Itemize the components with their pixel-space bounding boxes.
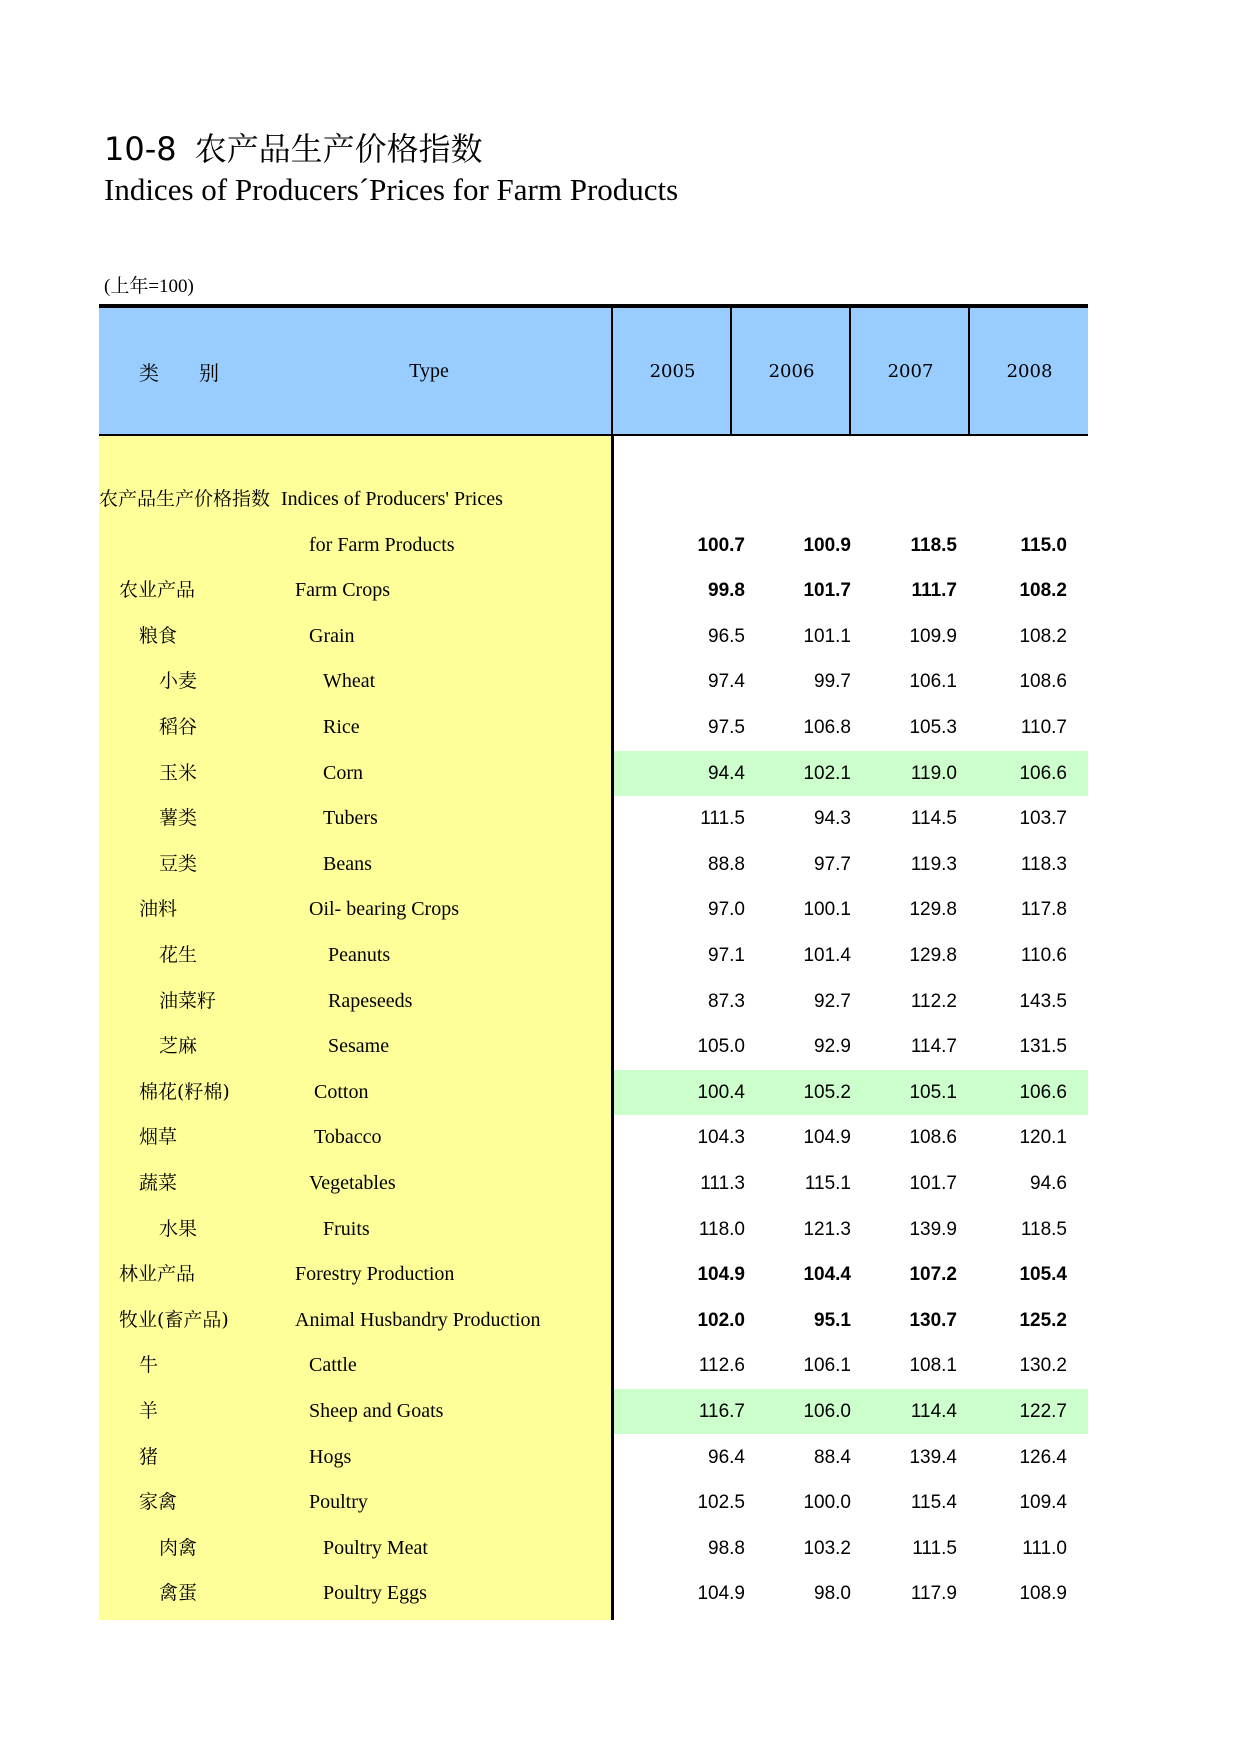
cell-value-2007: 106.1 (909, 671, 957, 693)
row-label-en: Beans (323, 852, 372, 875)
table-row (99, 1526, 1088, 1571)
row-label-en: Vegetables (309, 1172, 396, 1194)
cell-value-2007: 105.3 (909, 717, 957, 738)
cell-value-2005: 97.1 (708, 945, 745, 966)
table-header (99, 308, 1088, 436)
cell-value-2006: 104.4 (803, 1264, 851, 1286)
header-category-cn: 类 别 (139, 362, 219, 385)
row-label-en: Oil- bearing Crops (309, 898, 459, 921)
row-label-en: Animal Husbandry Production (295, 1308, 541, 1331)
cell-value-2008: 115.0 (1020, 534, 1067, 556)
cell-value-2006: 98.0 (814, 1583, 851, 1605)
row-label-cn: 林业产品 (119, 1263, 196, 1286)
table-row (99, 1161, 1088, 1206)
row-label-en: for Farm Products (309, 533, 455, 556)
cell-value-2007: 111.5 (912, 1537, 957, 1559)
row-label-en: Peanuts (328, 944, 391, 966)
cell-value-2006: 101.1 (803, 625, 851, 647)
table-row (99, 1207, 1088, 1252)
row-label-en: Wheat (323, 670, 376, 693)
cell-value-2005: 104.9 (697, 1264, 745, 1286)
label-value-divider (611, 436, 614, 1620)
table-row (99, 1389, 1088, 1434)
cell-value-2008 (967, 477, 1067, 522)
cell-value-2008: 118.3 (1020, 853, 1067, 875)
cell-value-2007: 119.0 (910, 762, 957, 784)
table-row (99, 659, 1088, 704)
cell-value-2007: 130.7 (909, 1309, 957, 1331)
row-label-en: Corn (323, 761, 363, 784)
cell-value-2005: 88.8 (708, 853, 745, 875)
cell-value-2005: 97.0 (708, 899, 745, 921)
cell-value-2008: 110.7 (1020, 717, 1067, 738)
row-label-cn: 牧业(畜产品) (119, 1308, 229, 1331)
table-row (99, 1571, 1088, 1616)
cell-value-2006: 100.0 (803, 1492, 851, 1514)
header-year-2007: 2007 (887, 360, 934, 382)
cell-value-2006: 121.3 (803, 1218, 851, 1240)
cell-value-2008: 108.9 (1019, 1583, 1067, 1605)
cell-value-2008: 108.6 (1019, 671, 1067, 693)
row-label-cn: 猪 (139, 1445, 159, 1468)
table-row (99, 705, 1088, 750)
table-row (99, 933, 1088, 978)
row-label-cn: 家禽 (139, 1491, 178, 1514)
cell-value-2005: 102.5 (697, 1492, 745, 1514)
cell-value-2008: 106.6 (1019, 1081, 1067, 1103)
cell-value-2006: 100.9 (803, 534, 851, 556)
cell-value-2007: 101.7 (909, 1173, 957, 1194)
header-year-2008: 2008 (1006, 360, 1053, 382)
cell-value-2005: 111.3 (700, 1173, 745, 1194)
cell-value-2007: 119.3 (910, 853, 957, 875)
row-label-en: Fruits (323, 1217, 370, 1240)
header-divider (611, 308, 613, 434)
cell-value-2006: 104.9 (803, 1127, 851, 1149)
cell-value-2007: 114.7 (910, 1036, 957, 1058)
cell-value-2005: 100.7 (697, 534, 745, 556)
cell-value-2006: 99.7 (814, 671, 851, 693)
row-label-en: Sheep and Goats (309, 1400, 444, 1422)
cell-value-2006: 103.2 (803, 1537, 851, 1559)
row-label-en: Cattle (309, 1354, 357, 1377)
cell-value-2008: 94.6 (1030, 1173, 1067, 1194)
cell-value-2007: 114.4 (910, 1401, 957, 1422)
table-row (99, 887, 1088, 932)
row-label-cn: 薯类 (159, 807, 198, 830)
cell-value-2008: 105.4 (1019, 1264, 1067, 1286)
row-label-en: Indices of Producers' Prices (281, 488, 503, 510)
cell-value-2008: 125.2 (1019, 1309, 1067, 1331)
cell-value-2005: 96.5 (708, 625, 745, 647)
row-label-en: Poultry Meat (323, 1536, 428, 1559)
cell-value-2006: 95.1 (814, 1309, 851, 1331)
header-year-2006: 2006 (768, 360, 815, 382)
header-divider (968, 308, 970, 434)
table-row (99, 1024, 1088, 1069)
header-type: Type (409, 359, 449, 382)
cell-value-2006 (751, 477, 851, 522)
cell-value-2006: 106.0 (803, 1401, 851, 1422)
cell-value-2005: 97.4 (708, 671, 745, 693)
cell-value-2007: 108.1 (909, 1355, 957, 1377)
cell-value-2005: 96.4 (708, 1446, 745, 1468)
cell-value-2006: 92.9 (814, 1036, 851, 1058)
row-label-cn: 水果 (159, 1217, 198, 1240)
cell-value-2005: 112.6 (698, 1355, 745, 1377)
table-row (99, 1252, 1088, 1297)
cell-value-2007: 117.9 (910, 1583, 957, 1605)
row-label-cn: 稻谷 (159, 716, 198, 738)
cell-value-2006: 105.2 (803, 1081, 851, 1103)
cell-value-2007: 107.2 (909, 1264, 957, 1286)
table-row (99, 1435, 1088, 1480)
cell-value-2007: 108.6 (909, 1127, 957, 1149)
cell-value-2005: 104.3 (697, 1127, 745, 1149)
cell-value-2005: 87.3 (708, 990, 745, 1012)
cell-value-2008: 143.5 (1019, 990, 1067, 1012)
row-label-en: Hogs (309, 1445, 352, 1468)
cell-value-2007 (857, 477, 957, 522)
cell-value-2008: 110.6 (1020, 945, 1067, 966)
cell-value-2005: 100.4 (697, 1081, 745, 1103)
cell-value-2006: 106.8 (803, 717, 851, 738)
row-label-en: Sesame (328, 1035, 390, 1058)
cell-value-2005: 94.4 (708, 762, 745, 784)
cell-value-2006: 101.7 (803, 580, 851, 602)
cell-value-2007: 139.9 (909, 1218, 957, 1240)
title-chinese: 农产品生产价格指数 (194, 130, 483, 168)
row-label-cn: 小麦 (159, 670, 198, 693)
row-label-en: Rice (323, 716, 360, 738)
row-label-en: Tobacco (314, 1126, 382, 1149)
cell-value-2005: 105.0 (697, 1036, 745, 1058)
cell-value-2006: 100.1 (803, 899, 851, 921)
table-row (99, 568, 1088, 613)
cell-value-2008: 103.7 (1019, 808, 1067, 830)
cell-value-2008: 108.2 (1019, 580, 1067, 602)
cell-value-2006: 97.7 (814, 853, 851, 875)
row-label-en: Poultry Eggs (323, 1582, 427, 1605)
table-row (99, 979, 1088, 1024)
cell-value-2006: 88.4 (814, 1446, 851, 1468)
cell-value-2008: 126.4 (1019, 1446, 1067, 1468)
cell-value-2007: 109.9 (909, 625, 957, 647)
cell-value-2005: 118.0 (698, 1218, 745, 1240)
row-label-en: Grain (309, 624, 355, 647)
cell-value-2005: 97.5 (708, 717, 745, 738)
unit-note: (上年=100) (104, 276, 194, 297)
cell-value-2005: 116.7 (698, 1401, 745, 1422)
page-title-en: Indices of Producers´Prices for Farm Products (104, 172, 679, 207)
page-title-cn (104, 124, 483, 170)
table-row (99, 1298, 1088, 1343)
header-year-2005: 2005 (649, 360, 696, 382)
table-row (99, 477, 1088, 522)
row-label-en: Rapeseeds (328, 989, 413, 1012)
table-number: 10-8 (104, 130, 177, 168)
cell-value-2007: 118.5 (910, 534, 957, 556)
cell-value-2008: 106.6 (1019, 762, 1067, 784)
cell-value-2008: 111.0 (1022, 1537, 1067, 1559)
cell-value-2005: 111.5 (700, 808, 745, 830)
table-row (99, 751, 1088, 796)
row-label-en: Tubers (323, 807, 378, 830)
cell-value-2008: 118.5 (1020, 1218, 1067, 1240)
cell-value-2007: 139.4 (909, 1446, 957, 1468)
row-label-cn: 烟草 (139, 1126, 178, 1149)
row-label-cn: 农产品生产价格指数 (99, 488, 271, 510)
cell-value-2007: 111.7 (911, 580, 957, 602)
row-label-en: Poultry (309, 1491, 368, 1514)
row-label-cn: 棉花(籽棉) (139, 1080, 230, 1103)
row-label-cn: 芝麻 (159, 1035, 198, 1058)
row-label-en: Cotton (314, 1080, 369, 1103)
cell-value-2008: 117.8 (1020, 899, 1067, 921)
cell-value-2006: 94.3 (814, 808, 851, 830)
cell-value-2008: 130.2 (1019, 1355, 1067, 1377)
table-row (99, 1115, 1088, 1160)
table-row (99, 1343, 1088, 1388)
table-row (99, 1070, 1088, 1115)
row-label-cn: 禽蛋 (159, 1582, 198, 1605)
cell-value-2007: 129.8 (909, 899, 957, 921)
cell-value-2006: 101.4 (803, 945, 851, 966)
row-label-cn: 油菜籽 (159, 989, 217, 1012)
row-label-cn: 羊 (139, 1400, 159, 1422)
cell-value-2008: 120.1 (1019, 1127, 1067, 1149)
cell-value-2005: 102.0 (697, 1309, 745, 1331)
row-label-cn: 肉禽 (159, 1536, 198, 1559)
cell-value-2008: 108.2 (1019, 625, 1067, 647)
cell-value-2005: 98.8 (708, 1537, 745, 1559)
cell-value-2008: 131.5 (1019, 1036, 1067, 1058)
cell-value-2007: 105.1 (909, 1081, 957, 1103)
cell-value-2006: 92.7 (814, 990, 851, 1012)
table-row (99, 796, 1088, 841)
row-label-cn: 粮食 (139, 624, 178, 647)
cell-value-2007: 115.4 (910, 1492, 957, 1514)
cell-value-2007: 114.5 (910, 808, 957, 830)
row-label-cn: 油料 (139, 898, 178, 921)
cell-value-2007: 129.8 (909, 945, 957, 966)
row-label-cn: 玉米 (159, 761, 198, 784)
cell-value-2008: 109.4 (1019, 1492, 1067, 1514)
table-row (99, 842, 1088, 887)
cell-value-2005: 99.8 (708, 580, 745, 602)
row-label-cn: 牛 (139, 1354, 159, 1377)
table-row (99, 1480, 1088, 1525)
cell-value-2005: 104.9 (697, 1583, 745, 1605)
table-row (99, 614, 1088, 659)
row-label-cn: 豆类 (159, 852, 198, 875)
header-divider (849, 308, 851, 434)
row-label-en: Forestry Production (295, 1263, 455, 1286)
cell-value-2006: 102.1 (803, 762, 851, 784)
row-label-cn: 蔬菜 (139, 1172, 178, 1194)
cell-value-2006: 115.1 (804, 1173, 851, 1194)
cell-value-2008: 122.7 (1019, 1401, 1067, 1422)
cell-value-2007: 112.2 (910, 990, 957, 1012)
cell-value-2005 (645, 477, 745, 522)
cell-value-2006: 106.1 (803, 1355, 851, 1377)
table-row (99, 523, 1088, 568)
row-label-en: Farm Crops (295, 579, 390, 602)
header-divider (730, 308, 732, 434)
row-label-cn: 花生 (159, 944, 198, 966)
row-label-cn: 农业产品 (119, 579, 196, 602)
